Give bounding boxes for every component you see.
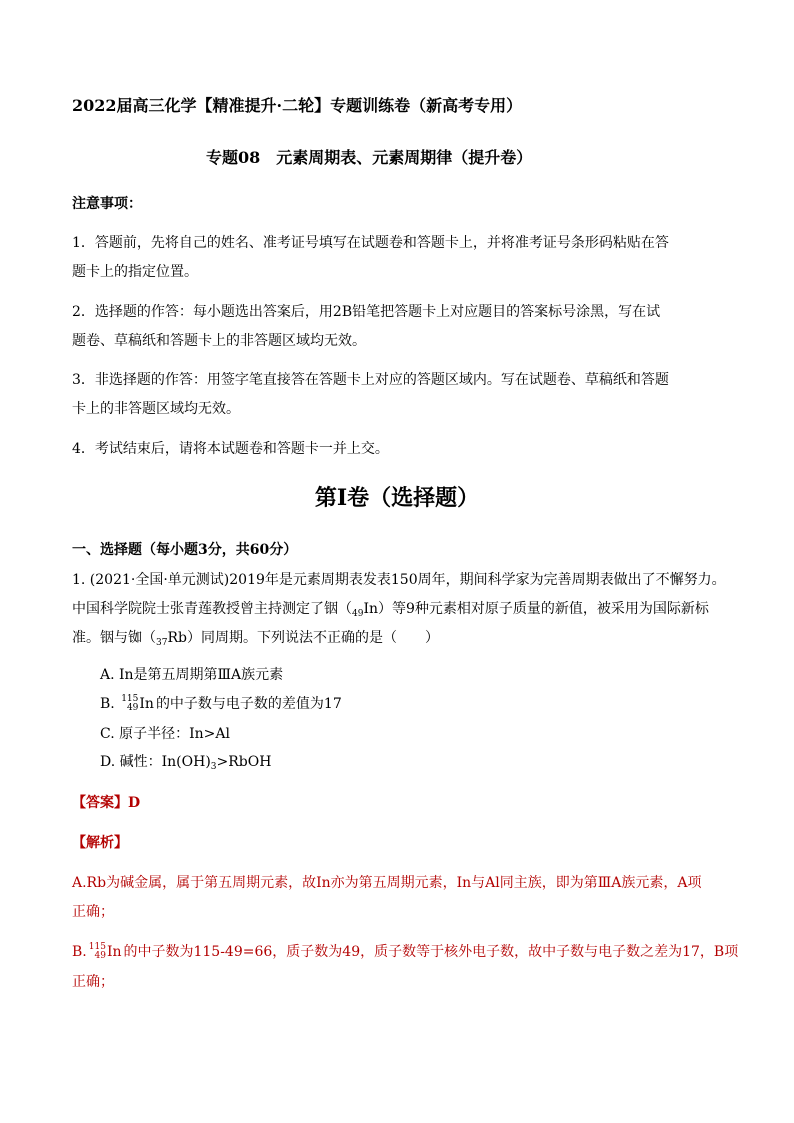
question-1-line-3-part-a: 准。铟与铷（ <box>72 630 156 646</box>
analysis-b-text: 的中子数为115-49=66，质子数为49，质子数等于核外电子数，故中子数与电子数之差为17，B项 <box>123 944 739 960</box>
isotope-symbol: In <box>139 696 154 712</box>
question-1-line-3 <box>72 628 439 653</box>
isotope-atomic-number: 49 <box>126 703 139 713</box>
option-b-label: B. <box>100 696 115 712</box>
notice-item-1-line-1: 1．答题前，先将自己的姓名、准考证号填写在试题卷和答题卡上，并将准考证号条形码粘贴在答 <box>72 235 669 251</box>
notice-heading: 注意事项： <box>72 196 142 212</box>
analysis-label: 【解析】 <box>72 835 128 851</box>
analysis-a-line-2: 正确； <box>72 904 114 920</box>
option-d-part-a: D. 碱性：In(OH) <box>100 754 211 770</box>
indium-symbol: In <box>363 601 378 617</box>
analysis-a-line-1: A.Rb为碱金属，属于第五周期元素，故In亦为第五周期元素，In与Al同主族，即为第ⅢA族元素，A项 <box>72 875 702 891</box>
option-a: A. In是第五周期第ⅢA族元素 <box>100 667 284 683</box>
option-b <box>100 694 342 714</box>
question-group-heading: 一、选择题（每小题3分，共60分） <box>72 542 298 558</box>
question-1-line-2 <box>72 599 709 624</box>
notice-item-3-line-1: 3．非选择题的作答：用签字笔直接答在答题卡上对应的答题区域内。写在试题卷、草稿纸和答题 <box>72 372 669 388</box>
rubidium-atomic-number: 37 <box>156 638 168 648</box>
notice-item-2-line-2: 题卷、草稿纸和答题卡上的非答题区域均无效。 <box>72 333 366 349</box>
option-d-part-b: >RbOH <box>216 754 272 770</box>
section-title: 第Ⅰ卷（选择题） <box>314 485 480 511</box>
indium-atomic-number: 49 <box>352 609 364 619</box>
document-title: 2022届高三化学【精准提升·二轮】专题训练卷（新高考专用） <box>72 96 523 115</box>
question-1-line-1: 1. (2021·全国·单元测试)2019年是元素周期表发表150周年，期间科学家为完善周期表做出了不懈努力。 <box>72 572 726 588</box>
question-1-line-3-part-b: ）同周期。下列说法不正确的是（ ） <box>186 630 439 646</box>
notice-item-2-line-1: 2．选择题的作答：每小题选出答案后，用2B铅笔把答题卡上对应题目的答案标号涂黑，写在试 <box>72 304 661 320</box>
isotope-mass-number: 115 <box>121 694 139 704</box>
option-b-isotope <box>121 694 154 714</box>
analysis-isotope-mass-number: 115 <box>88 942 106 952</box>
option-d-subscript: 3 <box>210 762 217 772</box>
analysis-b-line-1 <box>72 942 738 962</box>
document-subtitle: 专题08 元素周期表、元素周期律（提升卷） <box>206 148 533 167</box>
answer-label: 【答案】D <box>72 795 141 811</box>
analysis-isotope-symbol: In <box>106 944 122 960</box>
analysis-b-isotope <box>89 942 122 962</box>
notice-item-3-line-2: 卡上的非答题区域均无效。 <box>72 401 240 417</box>
analysis-b-line-2: 正确； <box>72 974 114 990</box>
question-1-line-2-part-b: ）等9种元素相对原子质量的新值，被采用为国际新标 <box>378 601 709 617</box>
option-d <box>100 752 271 777</box>
option-c: C. 原子半径：In>Al <box>100 726 230 742</box>
option-b-text: 的中子数与电子数的差值为17 <box>155 696 342 712</box>
analysis-isotope-atomic-number: 49 <box>94 951 106 961</box>
question-1-line-2-part-a: 中国科学院院士张青莲教授曾主持测定了铟（ <box>72 601 352 617</box>
rubidium-symbol: Rb <box>167 630 187 646</box>
analysis-b-prefix: B. <box>72 944 87 960</box>
notice-item-1-line-2: 题卡上的指定位置。 <box>72 264 198 280</box>
notice-item-4-line-1: 4．考试结束后，请将本试题卷和答题卡一并上交。 <box>72 441 389 457</box>
